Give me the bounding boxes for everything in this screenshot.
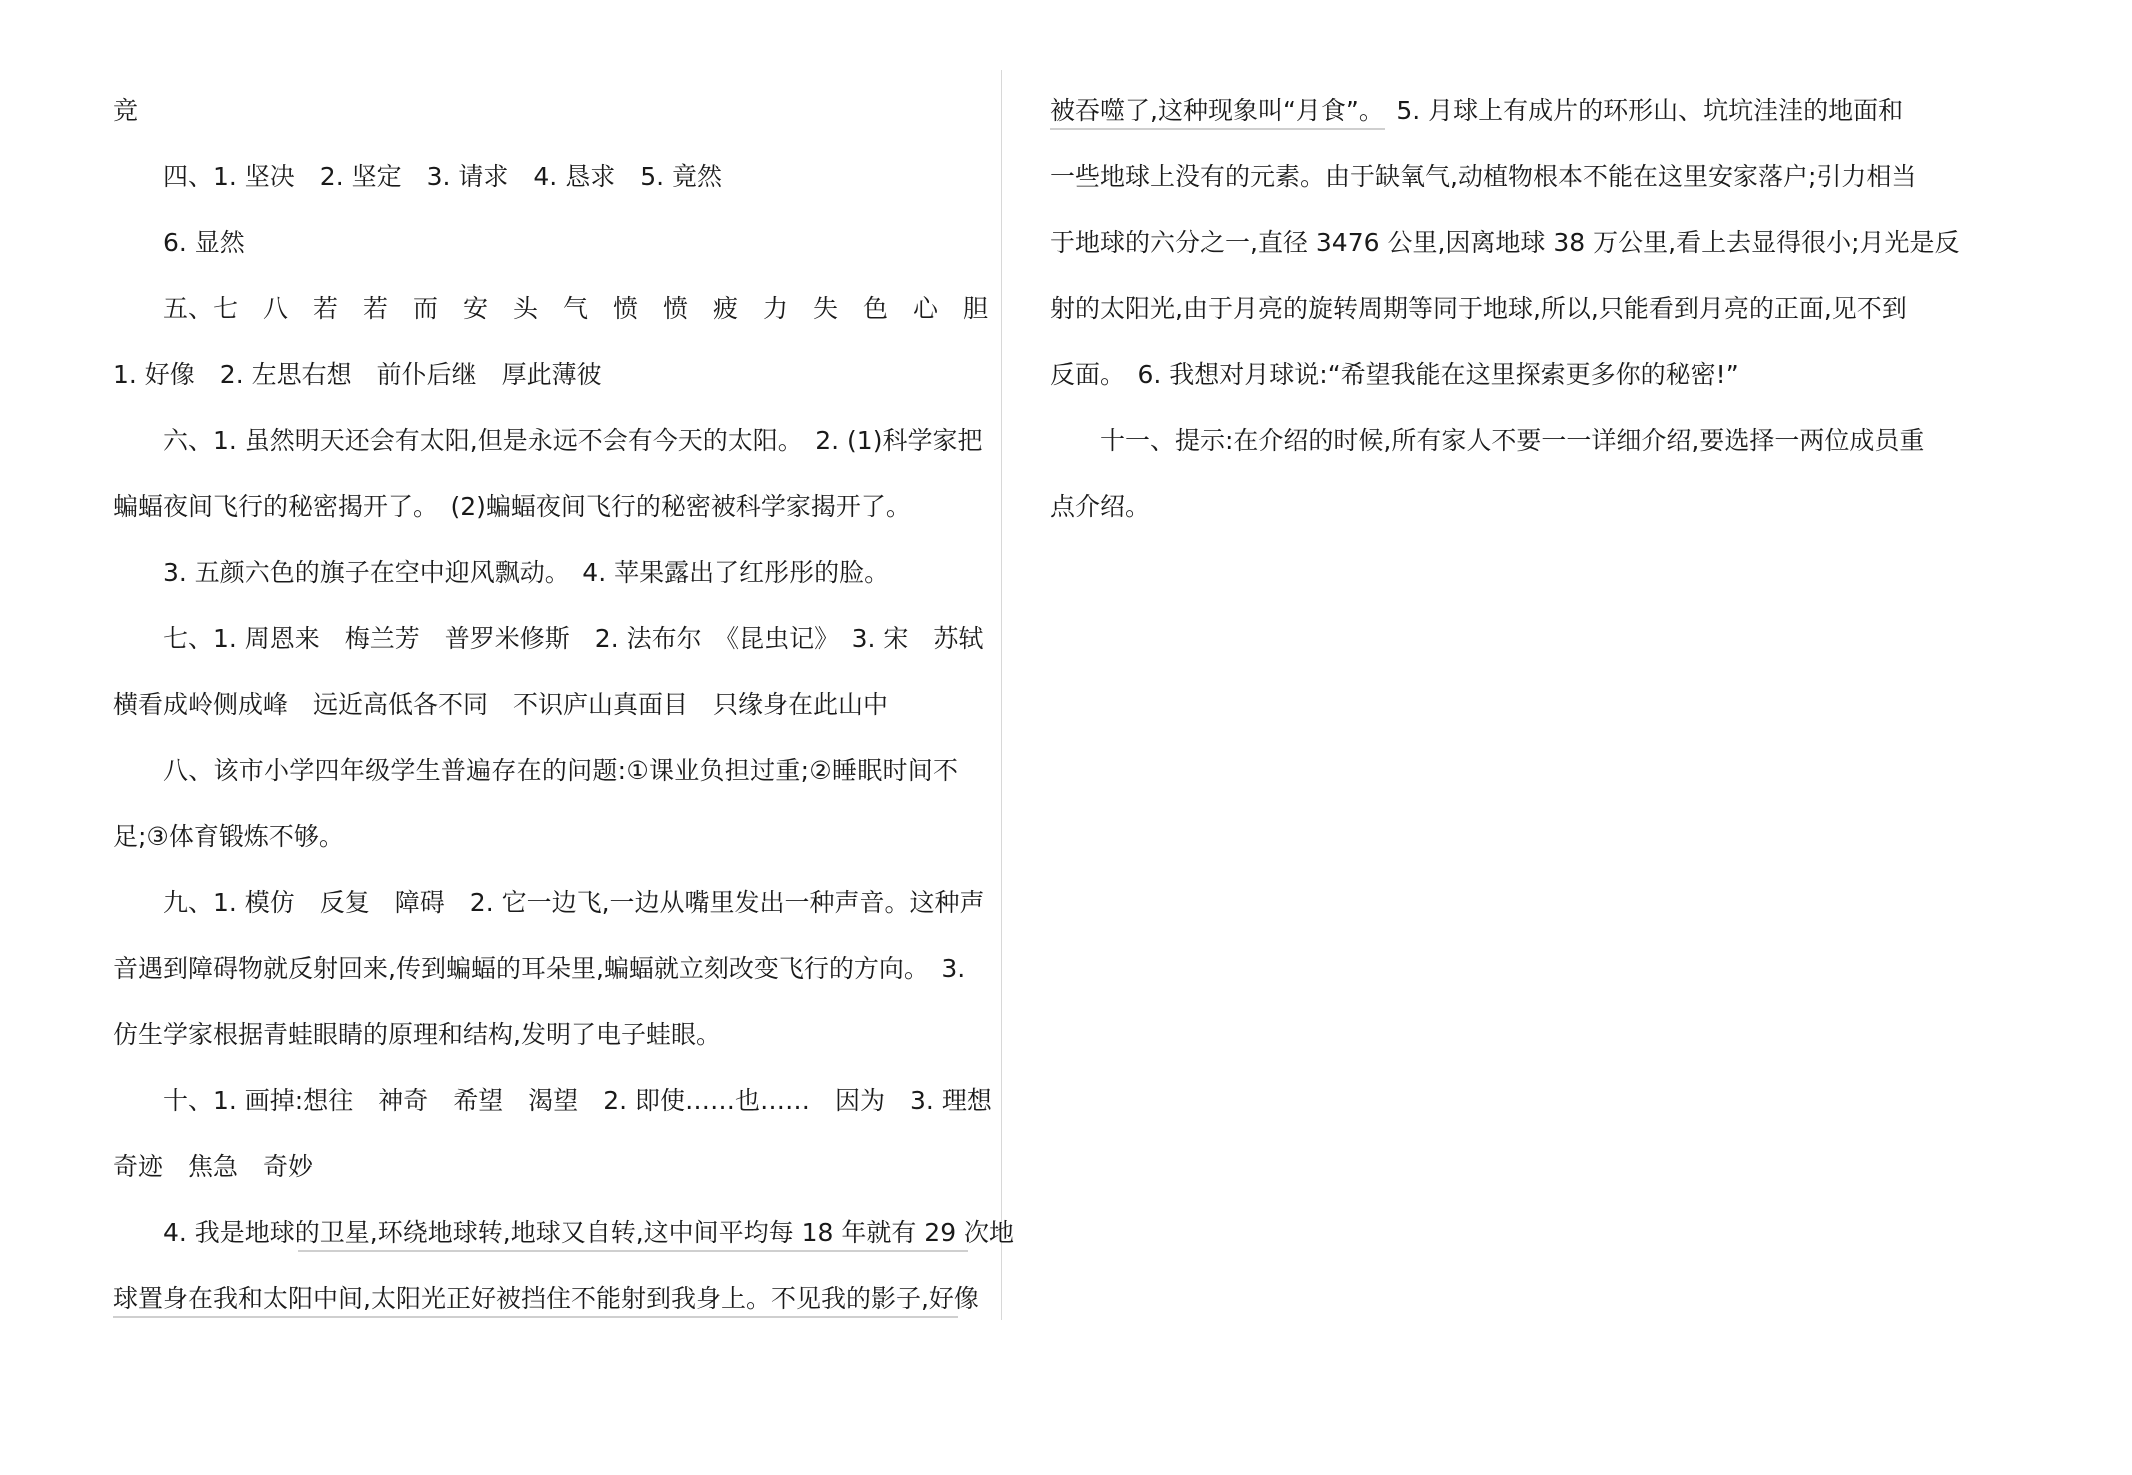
text-line: 射的太阳光,由于月亮的旋转周期等同于地球,所以,只能看到月亮的正面,见不到 <box>1050 294 1907 323</box>
text-line: 四、1. 坚决 2. 坚定 3. 请求 4. 恳求 5. 竟然 <box>163 162 722 191</box>
text-line: 足;③体育锻炼不够。 <box>113 822 344 851</box>
text-line: 八、该市小学四年级学生普遍存在的问题:①课业负担过重;②睡眠时间不 <box>163 756 958 785</box>
text-line: 于地球的六分之一,直径 3476 公里,因离地球 38 万公里,看上去显得很小;月光是反 <box>1050 228 1960 257</box>
text-line: 反面。 6. 我想对月球说:“希望我能在这里探索更多你的秘密!” <box>1050 360 1739 389</box>
text-line: 五、七 八 若 若 而 安 头 气 愤 愤 疲 力 失 色 心 胆 <box>163 294 989 323</box>
text-line: 音遇到障碍物就反射回来,传到蝙蝠的耳朵里,蝙蝠就立刻改变飞行的方向。 3. <box>113 954 966 983</box>
text-line: 一些地球上没有的元素。由于缺氧气,动植物根本不能在这里安家落户;引力相当 <box>1050 162 1917 191</box>
text-line-underlined <box>113 1200 1015 1266</box>
text-line-underlined <box>1050 78 1904 144</box>
text-line: 七、1. 周恩来 梅兰芳 普罗米修斯 2. 法布尔 《昆虫记》 3. 宋 苏轼 <box>163 624 984 653</box>
text-line-underlined <box>113 1266 979 1332</box>
right-column <box>1050 78 1960 540</box>
text-line: 竞 <box>113 96 139 125</box>
text-line: 仿生学家根据青蛙眼睛的原理和结构,发明了电子蛙眼。 <box>113 1020 721 1049</box>
text-line-content: 球置身在我和太阳中间,太阳光正好被挡住不能射到我身上。不见我的影子,好像 <box>113 1284 979 1313</box>
text-line: 3. 五颜六色的旗子在空中迎风飘动。 4. 苹果露出了红彤彤的脸。 <box>163 558 890 587</box>
text-line: 九、1. 模仿 反复 障碍 2. 它一边飞,一边从嘴里发出一种声音。这种声 <box>163 888 985 917</box>
underline-mark <box>298 1250 968 1252</box>
text-line-content: 4. 我是地球的卫星,环绕地球转,地球又自转,这中间平均每 18 年就有 29 次地 <box>163 1218 1015 1247</box>
text-line: 点介绍。 <box>1050 492 1151 521</box>
underline-mark <box>1050 128 1385 130</box>
text-line: 横看成岭侧成峰 远近高低各不同 不识庐山真面目 只缘身在此山中 <box>113 690 889 719</box>
text-line: 奇迹 焦急 奇妙 <box>113 1152 314 1181</box>
text-line: 1. 好像 2. 左思右想 前仆后继 厚此薄彼 <box>113 360 602 389</box>
text-line: 十一、提示:在介绍的时候,所有家人不要一一详细介绍,要选择一两位成员重 <box>1100 426 1925 455</box>
underline-mark <box>113 1316 958 1318</box>
text-line-content: 被吞噬了,这种现象叫“月食”。 5. 月球上有成片的环形山、坑坑洼洼的地面和 <box>1050 96 1904 125</box>
text-line: 6. 显然 <box>163 228 245 257</box>
text-line: 六、1. 虽然明天还会有太阳,但是永远不会有今天的太阳。 2. (1)科学家把 <box>163 426 983 455</box>
text-line: 十、1. 画掉:想往 神奇 希望 渴望 2. 即使……也…… 因为 3. 理想 <box>163 1086 992 1115</box>
text-line: 蝙蝠夜间飞行的秘密揭开了。 (2)蝙蝠夜间飞行的秘密被科学家揭开了。 <box>113 492 911 521</box>
column-divider <box>1001 70 1002 1320</box>
left-column <box>113 78 1015 1332</box>
